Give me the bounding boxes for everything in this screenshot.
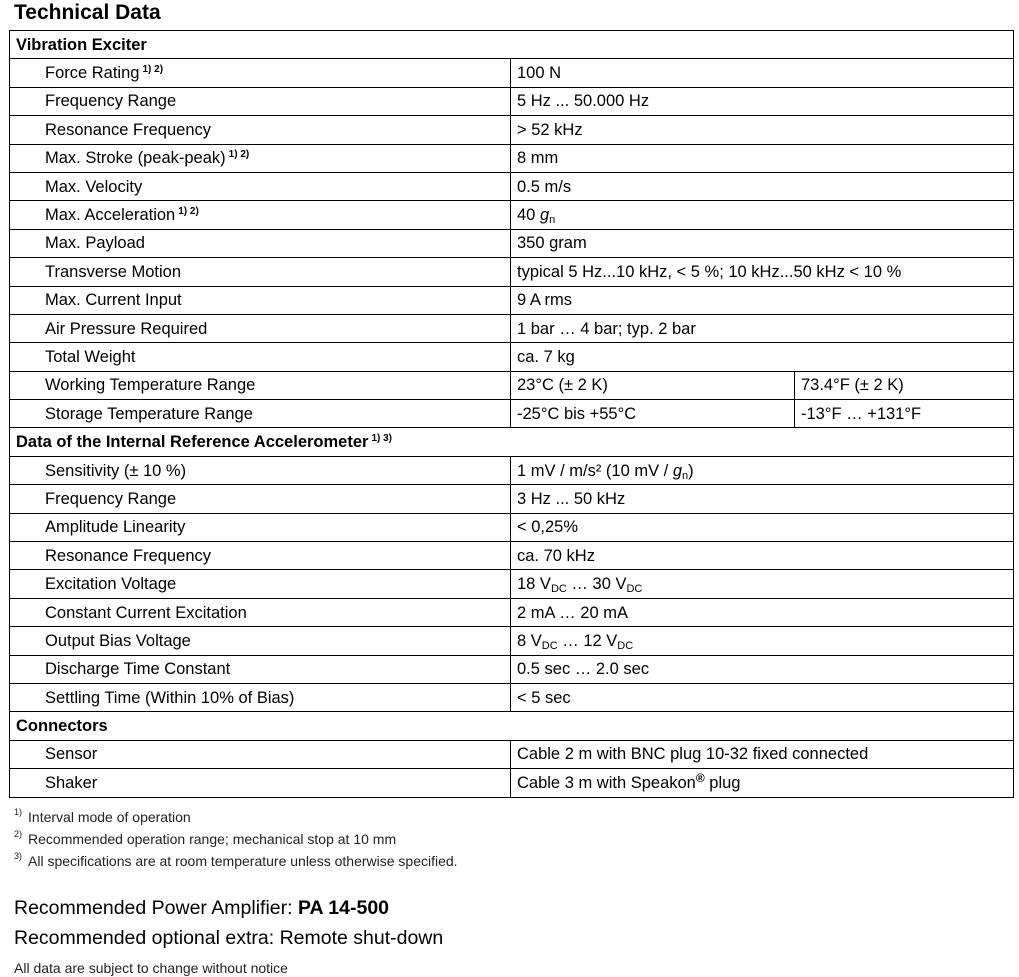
row-value: > 52 kHz [511, 116, 1014, 144]
row-label: Sensitivity (± 10 %) [10, 456, 511, 484]
table-row [10, 371, 1014, 399]
recommended-extra: Recommended optional extra: Remote shut-down [14, 927, 444, 949]
section-heading-reference-accelerometer: Data of the Internal Reference Accelerometer $^{1) 3)}$ [10, 428, 1014, 456]
row-label: Shaker [10, 769, 511, 797]
row-value: Cable 2 m with BNC plug 10-32 fixed connected [511, 740, 1014, 768]
row-value: 2 mA … 20 mA [511, 598, 1014, 626]
table-row [10, 769, 1014, 797]
row-value: 100 N [511, 59, 1014, 87]
table-row [10, 144, 1014, 172]
row-value-fahrenheit: -13°F … +131°F [795, 400, 1014, 428]
row-label: Frequency Range [10, 485, 511, 513]
section-header-row [10, 428, 1014, 456]
table-row [10, 229, 1014, 257]
page-title: Technical Data [14, 1, 161, 24]
row-value-celsius: -25°C bis +55°C [511, 400, 795, 428]
table-row [10, 172, 1014, 200]
table-row [10, 570, 1014, 598]
row-label: Amplitude Linearity [10, 513, 511, 541]
row-label: Max. Current Input [10, 286, 511, 314]
table-row [10, 683, 1014, 711]
table-row [10, 513, 1014, 541]
row-value: ca. 7 kg [511, 343, 1014, 371]
row-value: 40 $g_n$ [511, 201, 1014, 229]
row-value: 0.5 m/s [511, 172, 1014, 200]
table-row [10, 400, 1014, 428]
change-notice: All data are subject to change without notice [14, 960, 288, 976]
row-label: Force Rating $^{1) 2)}$ [10, 59, 511, 87]
row-value: typical 5 Hz...10 kHz, < 5 %; 10 kHz...50 kHz < 10 % [511, 258, 1014, 286]
table-row [10, 314, 1014, 342]
table-row [10, 201, 1014, 229]
table-row [10, 655, 1014, 683]
footnote: $^{2)}$ Recommended operation range; mechanical stop at 10 mm [14, 829, 397, 847]
row-value: 9 A rms [511, 286, 1014, 314]
row-value: Cable 3 m with Speakon® plug [511, 769, 1014, 797]
row-label: Settling Time (Within 10% of Bias) [10, 683, 511, 711]
row-value-fahrenheit: 73.4°F (± 2 K) [795, 371, 1014, 399]
row-label: Transverse Motion [10, 258, 511, 286]
table-row [10, 116, 1014, 144]
row-value: 1 mV / m/s² (10 mV / $g_n$) [511, 456, 1014, 484]
technical-data-table [9, 30, 1014, 798]
footnotes [14, 806, 458, 872]
row-value: 1 bar … 4 bar; typ. 2 bar [511, 314, 1014, 342]
row-label: Output Bias Voltage [10, 627, 511, 655]
row-label: Air Pressure Required [10, 314, 511, 342]
row-label: Resonance Frequency [10, 542, 511, 570]
row-value: 0.5 sec … 2.0 sec [511, 655, 1014, 683]
table-row [10, 59, 1014, 87]
row-value: < 5 sec [511, 683, 1014, 711]
recommended-amplifier: Recommended Power Amplifier: PA 14-500 [14, 897, 390, 919]
row-label: Storage Temperature Range [10, 400, 511, 428]
row-value: 8 mm [511, 144, 1014, 172]
section-header-row [10, 31, 1014, 59]
table-row [10, 598, 1014, 626]
row-label: Sensor [10, 740, 511, 768]
table-row [10, 627, 1014, 655]
row-value: 5 Hz ... 50.000 Hz [511, 87, 1014, 115]
row-label: Resonance Frequency [10, 116, 511, 144]
table-row [10, 286, 1014, 314]
row-label: Max. Velocity [10, 172, 511, 200]
row-value: 18 $V_{DC}$ … 30 $V_{DC}$ [511, 570, 1014, 598]
row-label: Frequency Range [10, 87, 511, 115]
row-label: Max. Stroke (peak-peak) $^{1) 2)}$ [10, 144, 511, 172]
row-label: Total Weight [10, 343, 511, 371]
section-header-row [10, 712, 1014, 740]
section-heading-connectors: Connectors [10, 712, 1014, 740]
row-label: Max. Payload [10, 229, 511, 257]
row-value: ca. 70 kHz [511, 542, 1014, 570]
row-label: Max. Acceleration $^{1) 2)}$ [10, 201, 511, 229]
row-value-celsius: 23°C (± 2 K) [511, 371, 795, 399]
table-row [10, 456, 1014, 484]
table-row [10, 485, 1014, 513]
row-value: 3 Hz ... 50 kHz [511, 485, 1014, 513]
table-row [10, 343, 1014, 371]
row-label: Constant Current Excitation [10, 598, 511, 626]
row-value: < 0,25% [511, 513, 1014, 541]
row-value: 350 gram [511, 229, 1014, 257]
row-label: Discharge Time Constant [10, 655, 511, 683]
row-label: Working Temperature Range [10, 371, 511, 399]
footnote: $^{1)}$ Interval mode of operation [14, 807, 191, 825]
table-row [10, 258, 1014, 286]
row-label: Excitation Voltage [10, 570, 511, 598]
table-row [10, 542, 1014, 570]
footnote: $^{3)}$ All specifications are at room temperature unless otherwise specified. [14, 851, 458, 869]
row-value: 8 $V_{DC}$ … 12 $V_{DC}$ [511, 627, 1014, 655]
section-heading-vibration-exciter: Vibration Exciter [10, 31, 1014, 59]
table-row [10, 740, 1014, 768]
table-row [10, 87, 1014, 115]
